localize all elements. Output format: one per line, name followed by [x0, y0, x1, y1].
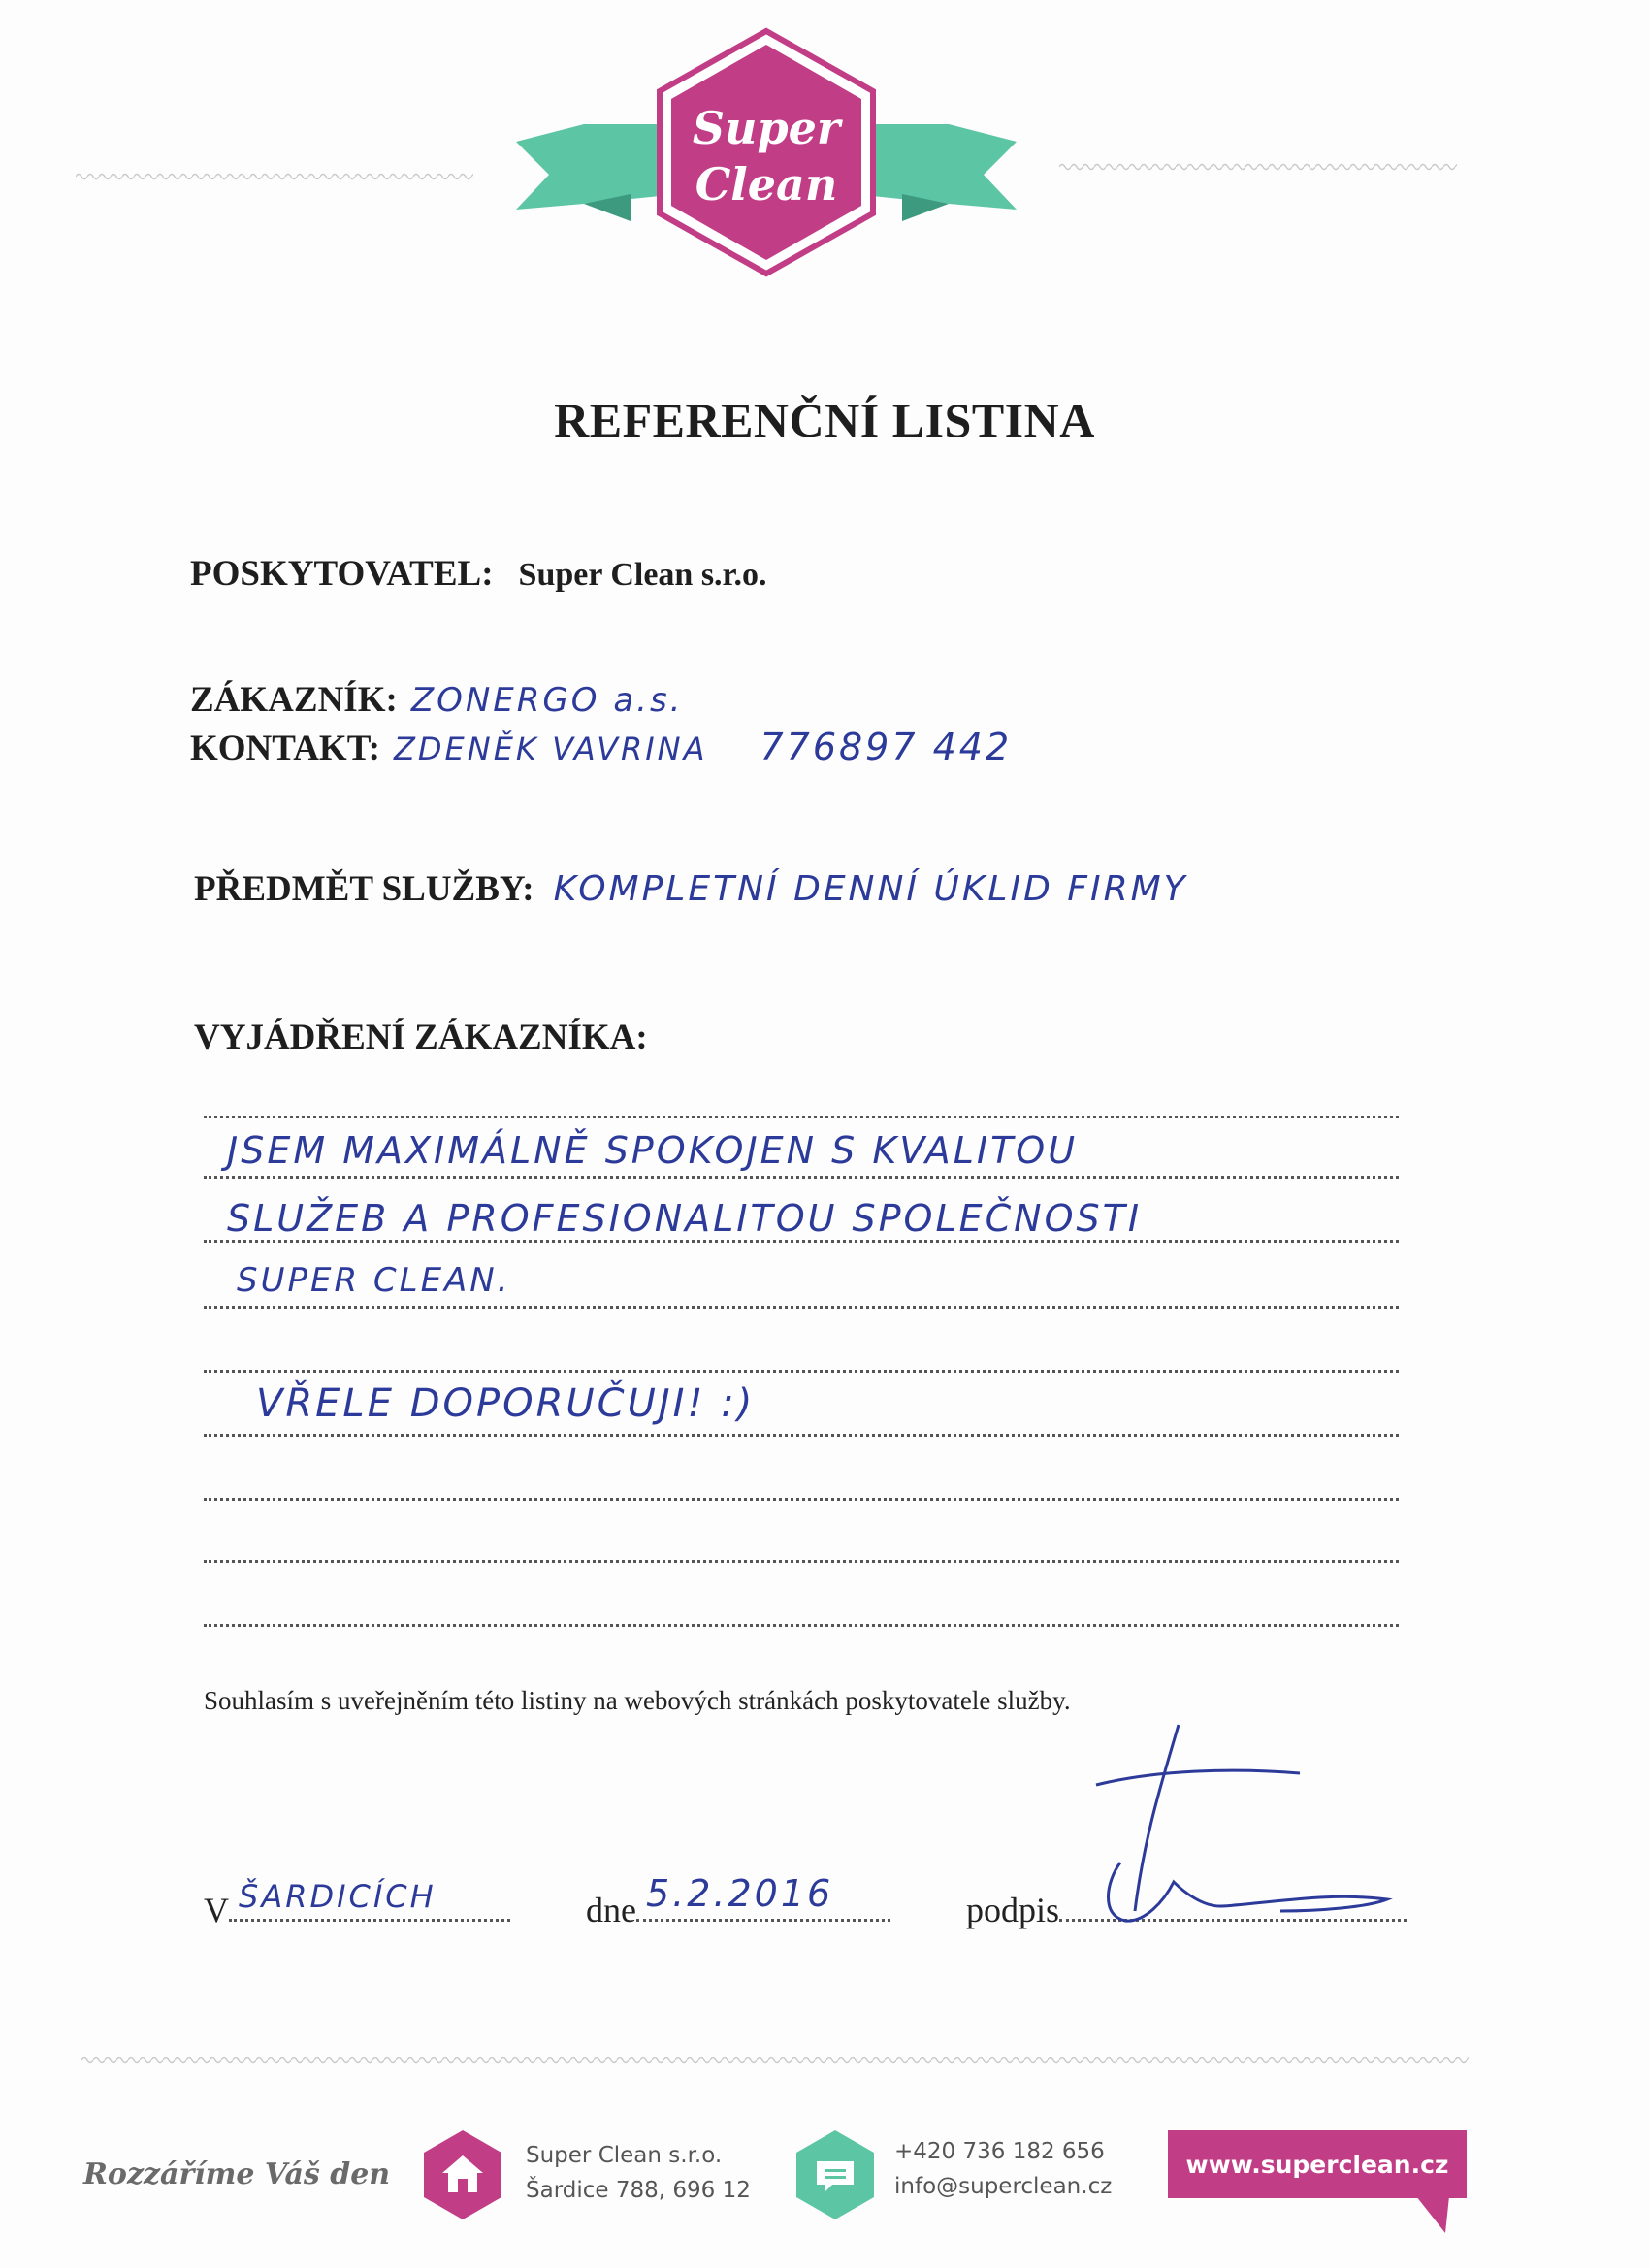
feedback-line-4: VŘELE DOPORUČUJI! :) [256, 1381, 756, 1426]
customer-label: ZÁKAZNÍK: [190, 680, 398, 720]
service-label: PŘEDMĚT SLUŽBY: [194, 869, 534, 909]
website-badge-tail [1416, 2196, 1451, 2235]
footer-email[interactable]: info@superclean.cz [894, 2174, 1113, 2199]
page-title: REFERENČNÍ LISTINA [554, 393, 1095, 447]
footer-slogan: Rozzáříme Váš den [83, 2157, 391, 2191]
feedback-line-3: SUPER CLEAN. [237, 1261, 511, 1300]
footer-address: Šardice 788, 696 12 [526, 2178, 751, 2203]
feedback-dotted-line [204, 1498, 1399, 1501]
feedback-dotted-line [204, 1116, 1399, 1118]
contact-phone: 776897 442 [760, 726, 1013, 768]
feedback-dotted-line [204, 1176, 1399, 1179]
place-label: V [204, 1891, 229, 1929]
provider-label: POSKYTOVATEL: [190, 554, 494, 594]
header-divider-right [1059, 161, 1457, 171]
logo-text-line1: Super [692, 102, 841, 154]
footer-contact-block [894, 2134, 1112, 2204]
feedback-label: VYJÁDŘENÍ ZÁKAZNÍKA: [194, 1018, 648, 1057]
contact-name: ZDENĚK VAVRINA [393, 730, 708, 767]
footer-website[interactable]: www.superclean.cz [1168, 2130, 1467, 2198]
footer-phone: +420 736 182 656 [894, 2139, 1105, 2164]
home-icon [421, 2128, 504, 2221]
date-label: dne [586, 1891, 636, 1929]
feedback-dotted-line [204, 1370, 1399, 1373]
footer-divider [81, 2055, 1469, 2064]
provider-value: Super Clean s.r.o. [518, 557, 767, 593]
consent-text: Souhlasím s uveřejněním této listiny na webových stránkách poskytovatele služby. [204, 1686, 1071, 1715]
signature-label: podpis [966, 1891, 1060, 1929]
handwritten-signature [1077, 1717, 1406, 1940]
footer-address-block [526, 2138, 751, 2208]
feedback-dotted-line [204, 1624, 1399, 1627]
feedback-dotted-line [204, 1306, 1399, 1309]
header-divider-left [76, 171, 473, 180]
feedback-line-1: JSEM MAXIMÁLNĚ SPOKOJEN S KVALITOU [227, 1129, 1079, 1172]
feedback-dotted-line [204, 1240, 1399, 1243]
contact-label: KONTAKT: [190, 729, 380, 768]
place-value: ŠARDICÍCH [239, 1878, 436, 1915]
logo [514, 27, 1018, 281]
service-value: KOMPLETNÍ DENNÍ ÚKLID FIRMY [553, 869, 1188, 909]
feedback-dotted-line [204, 1434, 1399, 1437]
message-icon [793, 2128, 877, 2221]
customer-value: ZONERGO a.s. [410, 681, 684, 720]
footer-company: Super Clean s.r.o. [526, 2143, 723, 2168]
feedback-line-2: SLUŽEB A PROFESIONALITOU SPOLEČNOSTI [227, 1197, 1143, 1240]
feedback-dotted-line [204, 1560, 1399, 1563]
date-value: 5.2.2016 [645, 1872, 834, 1915]
logo-text-line2: Clean [695, 158, 838, 211]
